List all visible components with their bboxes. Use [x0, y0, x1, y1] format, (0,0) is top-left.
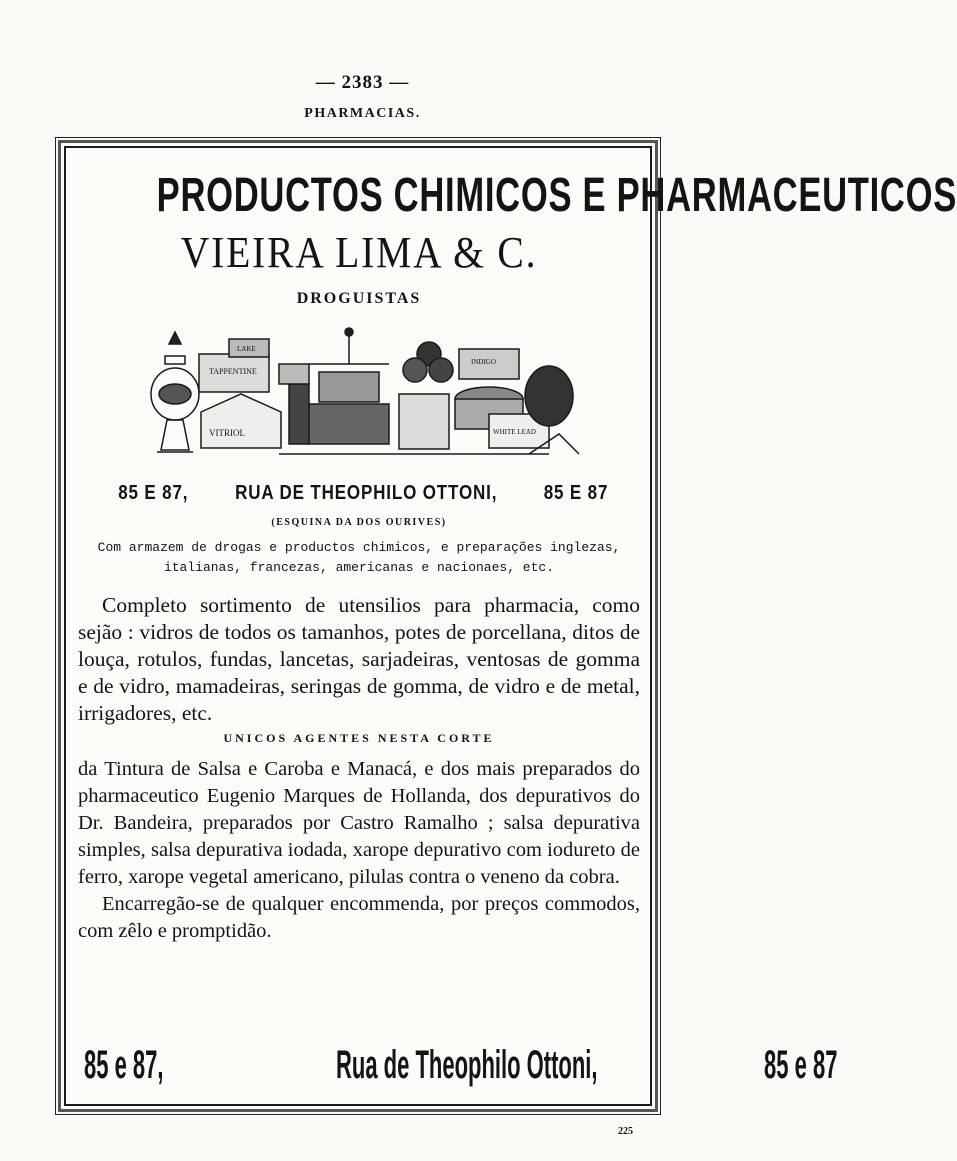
section-title: PHARMACIAS. [304, 106, 421, 121]
agents-heading: UNICOS AGENTES NESTA CORTE [223, 731, 495, 745]
footer-address-line [78, 1043, 838, 1088]
footer-number-left: 85 e 87, [84, 1043, 164, 1087]
ad-title-druggists: DROGUISTAS [296, 290, 422, 307]
ad-title-company: VIEIRA LIMA & C. [180, 228, 538, 277]
assortment-paragraph: Completo sortimento de utensilios para pharmacia, como sejão : vidros de todos os tamanhos, potes de porcellana, ditos de louça, rotulos, fundas, lancetas, sarjadeiras, ventosas de gomma e de vidro, mamadeiras, seringas de gomma, de vidro e de metal, irrigadores, etc. [78, 593, 640, 725]
label-indigo: INDIGO [471, 358, 496, 366]
agents-paragraph: da Tintura de Salsa e Caroba e Manacá, e dos mais preparados do pharmaceutico Eugenio Marques de Hollanda, dos depurativos do Dr. Bandeira, preparados por Castro Ramalho ; salsa depurativa simples, salsa depurativa iodada, xarope depurativo com iodureto de ferro, xarope vegetal americano, pilulas contra o veneno da cobra. [78, 758, 640, 888]
address-line [78, 482, 640, 505]
label-vitriol: VITRIOL [209, 428, 245, 438]
ad-title-products: PRODUCTOS CHIMICOS E PHARMACEUTICOS [156, 169, 957, 222]
orders-paragraph: Encarregão-se de qualquer encommenda, por preços commodos, com zêlo e promptidão. [78, 893, 640, 942]
page-number: — 2383 — [315, 72, 410, 93]
footer-number-right: 85 e 87 [764, 1043, 838, 1087]
label-lake: LAKE [237, 345, 256, 353]
address-number-right: 85 E 87 [543, 482, 609, 504]
advertisement-box [64, 146, 957, 1106]
advertisement-content [78, 148, 957, 1104]
address-street: RUA DE THEOPHILO OTTONI, [235, 482, 498, 504]
address-number-left: 85 E 87, [118, 482, 189, 504]
address-corner-note: (ESQUINA DA DOS OURIVES) [271, 517, 447, 528]
warehouse-paragraph: Com armazem de drogas e productos chimicos, e preparações inglezas, italianas, francezas, americanas e nacionaes, etc. [97, 540, 621, 575]
pharmacy-goods-illustration [129, 324, 589, 464]
footer-street: Rua de Theophilo Ottoni, [335, 1043, 598, 1087]
label-tappentine: TAPPENTINE [209, 367, 257, 376]
label-white-lead: WHITE LEAD [493, 428, 536, 436]
page-footer-number: 225 [618, 1126, 633, 1137]
